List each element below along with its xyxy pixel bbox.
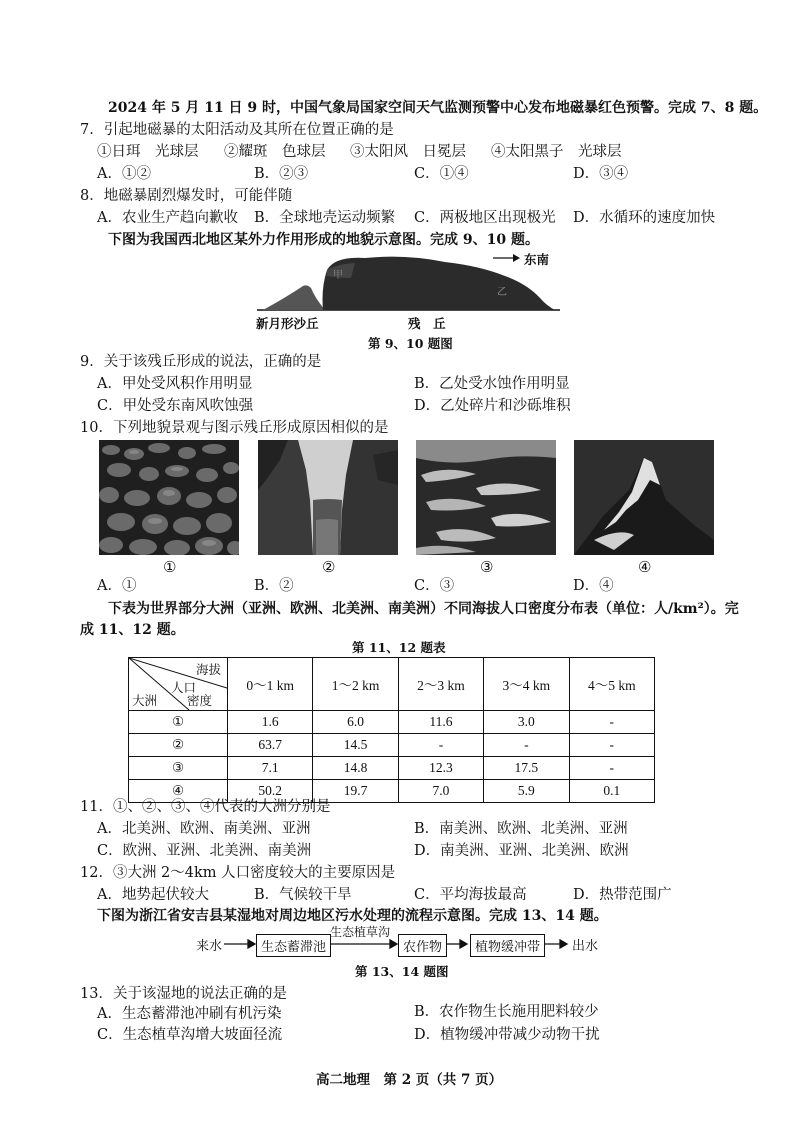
q13-stem: 13．关于该湿地的说法正确的是 [80,986,287,1002]
col-header-2: 2～3 km [398,658,483,711]
q9-option-d: D．乙处碎片和沙砾堆积 [414,398,571,414]
q11-option-a: A．北美洲、欧洲、南美洲、亚洲 [97,821,311,837]
table-row [129,757,655,780]
intro-11-12-line1: 下表为世界部分大洲（亚洲、欧洲、北美洲、南美洲）不同海拔人口密度分布表（单位：人/km²）。完 [108,601,739,617]
q7-item-1: ①日珥 光球层 [97,144,199,160]
q11-option-c: C．欧洲、亚洲、北美洲、南美洲 [97,843,312,859]
table-header-row [129,658,655,711]
q11-option-d: D．南美洲、亚洲、北美洲、欧洲 [414,843,629,859]
arrow-right-icon [513,254,520,262]
table-cell: - [569,757,654,780]
table-cell: 7.0 [398,780,483,803]
mark-yi: 乙 [497,287,507,298]
col-header-3: 3～4 km [484,658,569,711]
q10-stem: 10．下列地貌景观与图示残丘形成原因相似的是 [80,420,389,436]
flow-grass-channel: 生态植草沟 [330,925,391,939]
photo-4-peak [574,440,714,555]
page-footer: 高二地理 第 2 页（共 7 页） [316,1072,503,1088]
table-row [129,734,655,757]
row-label: ② [129,734,228,757]
q7-item-4: ④太阳黑子 光球层 [491,144,622,160]
photo-2-gorge [258,440,398,555]
table-cell: 14.8 [313,757,398,780]
table-cell: - [569,711,654,734]
population-density-table [128,657,655,803]
table-cell: 63.7 [228,734,313,757]
photo-2-label: ② [322,558,336,576]
table-cell: 50.2 [228,780,313,803]
figure-9-10-caption: 第 9、10 题图 [368,336,453,351]
corner-density: 密度 [187,694,213,708]
q7-stem: 7．引起地磁暴的太阳活动及其所在位置正确的是 [80,122,394,138]
flow-box-buffer: 植物缓冲带 [470,934,545,957]
table-cell: 6.0 [313,711,398,734]
q8-option-d: D．水循环的速度加快 [573,210,716,226]
table-cell: 1.6 [228,711,313,734]
table-cell: 11.6 [398,711,483,734]
photo-1-rocky-field [99,440,239,555]
q13-option-b: B．农作物生长施用肥料较少 [414,1004,599,1020]
q7-option-d: D．③④ [573,166,629,182]
table-cell: - [484,734,569,757]
flow-box-crops: 农作物 [398,934,447,957]
photo-3-label: ③ [480,558,494,576]
q11-option-b: B．南美洲、欧洲、北美洲、亚洲 [414,821,628,837]
table-cell: 5.9 [484,780,569,803]
table-row [129,711,655,734]
row-label: ④ [129,780,228,803]
q12-option-d: D．热带范围广 [573,887,672,903]
q7-option-b: B．②③ [254,166,309,182]
corner-population: 人口 [171,681,197,695]
q12-option-c: C．平均海拔最高 [414,887,527,903]
row-label: ③ [129,757,228,780]
flow-inlet: 来水 [196,939,223,954]
q8-option-a: A．农业生产趋向歉收 [97,210,238,226]
flow-caption: 第 13、14 题图 [355,964,449,979]
mark-jia: 甲 [333,270,343,281]
table-cell: 12.3 [398,757,483,780]
q9-stem: 9．关于该残丘形成的说法，正确的是 [80,354,322,370]
q12-stem: 12．③大洲 2～4km 人口密度较大的主要原因是 [80,865,396,881]
table-cell: 0.1 [569,780,654,803]
flow-outlet: 出水 [572,939,599,954]
q10-option-a: A．① [97,578,137,594]
q8-option-c: C．两极地区出现极光 [414,210,556,226]
q12-option-b: B．气候较干旱 [254,887,352,903]
corner-altitude: 海拔 [195,663,221,677]
q13-option-c: C．生态植草沟增大坡面径流 [97,1027,283,1043]
intro-7-8: 2024 年 5 月 11 日 9 时，中国气象局国家空间天气监测预警中心发布地磁暴红色预警。完成 7、8 题。 [108,100,768,116]
table-cell: - [569,734,654,757]
direction-label: 东南 [524,252,550,267]
q10-option-b: B．② [254,578,294,594]
residual-hill [323,257,556,310]
photo-4-label: ④ [638,558,652,576]
intro-9-10: 下图为我国西北地区某外力作用形成的地貌示意图。完成 9、10 题。 [108,232,539,248]
dune-label: 新月形沙丘 [256,316,319,331]
q8-stem: 8．地磁暴剧烈爆发时，可能伴随 [80,188,293,204]
table-corner-cell [129,658,228,711]
table-cell: 7.1 [228,757,313,780]
table-cell: 17.5 [484,757,569,780]
col-header-4: 4～5 km [569,658,654,711]
table-cell: 3.0 [484,711,569,734]
intro-13-14: 下图为浙江省安吉县某湿地对周边地区污水处理的流程示意图。完成 13、14 题。 [97,908,608,924]
q7-item-2: ②耀斑 色球层 [224,144,326,160]
q7-option-a: A．①② [97,166,151,182]
table-caption: 第 11、12 题表 [352,640,446,655]
q10-option-c: C．③ [414,578,455,594]
col-header-0: 0～1 km [228,658,313,711]
q7-item-3: ③太阳风 日冕层 [350,144,466,160]
crescent-dune [263,285,325,310]
photo-3-dunes [416,440,556,555]
q13-option-a: A．生态蓄滞池冲刷有机污染 [97,1006,282,1022]
q13-option-d: D．植物缓冲带减少动物干扰 [414,1027,600,1043]
table-cell: - [398,734,483,757]
row-label: ① [129,711,228,734]
q11-stem: 11．①、②、③、④代表的大洲分别是 [80,799,331,815]
table-cell: 14.5 [313,734,398,757]
col-header-1: 1～2 km [313,658,398,711]
q7-option-c: C．①④ [414,166,469,182]
q12-option-a: A．地势起伏较大 [97,887,209,903]
q10-option-d: D．④ [573,578,614,594]
flow-box-retention-pond: 生态蓄滞池 [256,934,331,957]
q9-option-c: C．甲处受东南风吹蚀强 [97,398,254,414]
corner-continent: 大洲 [132,694,158,708]
table-cell: 19.7 [313,780,398,803]
intro-11-12-line2: 成 11、12 题。 [80,622,185,638]
q9-option-b: B．乙处受水蚀作用明显 [414,376,570,392]
q8-option-b: B．全球地壳运动频繁 [254,210,396,226]
q9-option-a: A．甲处受风积作用明显 [97,376,253,392]
photo-1-label: ① [163,558,177,576]
residual-label: 残 丘 [408,316,446,331]
